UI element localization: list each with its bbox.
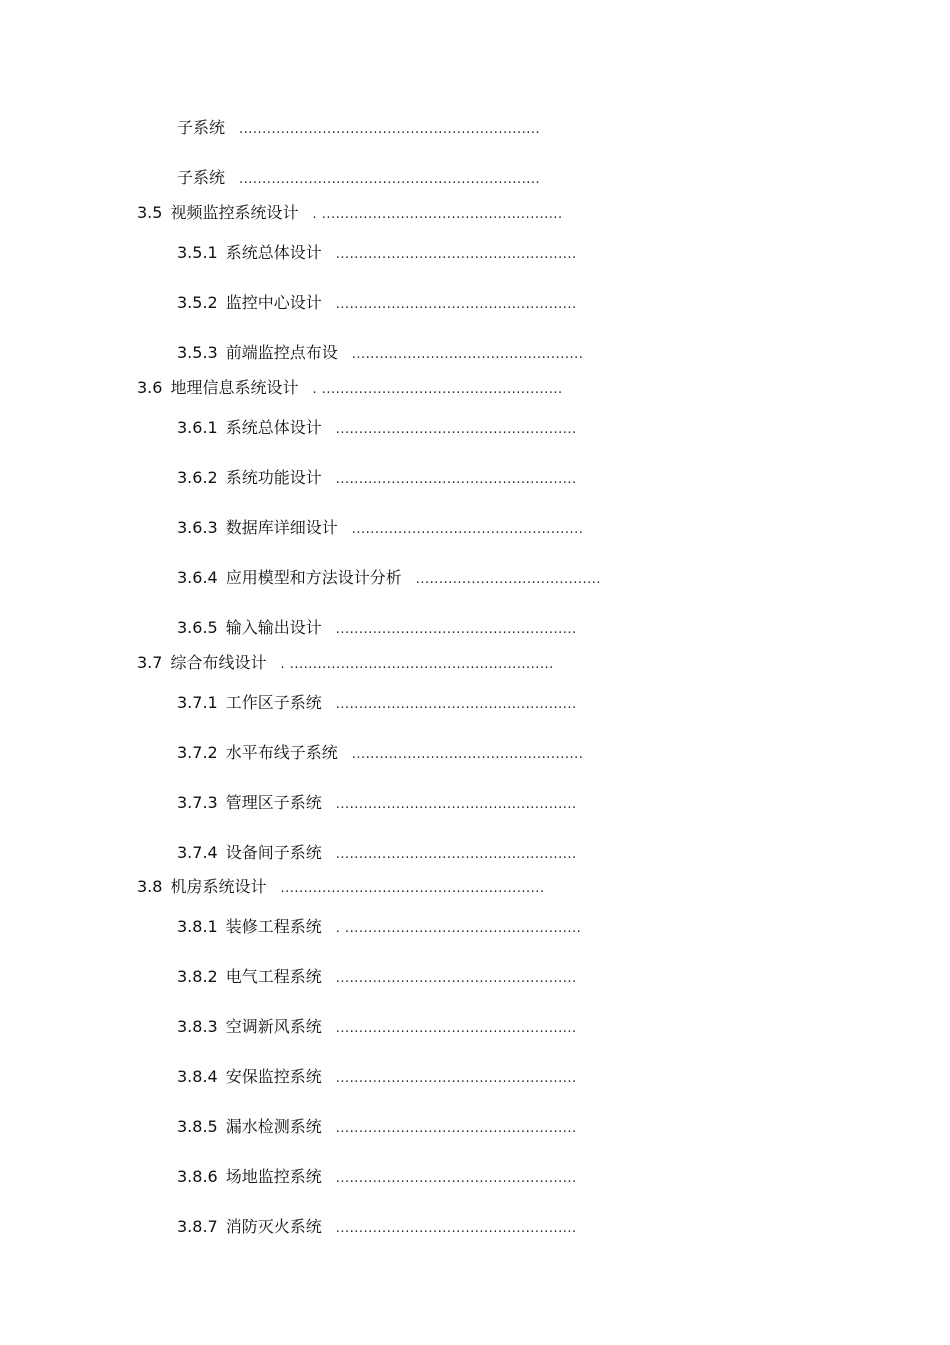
toc-dot-leader: .................................................. xyxy=(351,347,584,362)
toc-entry-number: 3.7.2 xyxy=(177,743,218,762)
toc-entry-number: 3.6.4 xyxy=(177,568,218,587)
toc-entry-number: 3.7.3 xyxy=(177,793,218,812)
toc-section-title: 机房系统设计 xyxy=(170,877,267,896)
toc-dot-leader: .................................................... xyxy=(335,422,577,437)
toc-dot-leader: . .................................................... xyxy=(312,382,563,397)
toc-entry-title: 消防灭火系统 xyxy=(225,1217,322,1236)
toc-entry-title: 管理区子系统 xyxy=(225,793,322,812)
toc-entry-number: 3.8.2 xyxy=(177,967,218,986)
toc-entry-title: 安保监控系统 xyxy=(225,1067,322,1086)
toc-dot-leader: .................................................... xyxy=(335,1221,577,1236)
toc-dot-leader: . ................................................... xyxy=(335,921,582,936)
toc-entry-number: 3.8.6 xyxy=(177,1167,218,1186)
toc-dot-leader: ................................................................. xyxy=(239,122,541,137)
toc-dot-leader: .................................................... xyxy=(335,1121,577,1136)
toc-entry-number: 3.5.3 xyxy=(177,343,218,362)
toc-section-3-6[interactable] xyxy=(137,378,563,398)
toc-dot-leader: ........................................ xyxy=(415,572,602,587)
toc-section-number: 3.7 xyxy=(137,653,163,672)
toc-entry-title: 前端监控点布设 xyxy=(225,343,338,362)
toc-entry-3-7-1[interactable] xyxy=(177,693,577,713)
toc-entry-3-6-1[interactable] xyxy=(177,418,577,438)
toc-entry-title: 系统功能设计 xyxy=(225,468,322,487)
toc-entry-title: 场地监控系统 xyxy=(225,1167,322,1186)
toc-entry-3-8-1[interactable] xyxy=(177,917,581,937)
toc-entry-number: 3.8.3 xyxy=(177,1017,218,1036)
toc-section-3-5[interactable] xyxy=(137,203,563,223)
toc-dot-leader: . ......................................................... xyxy=(280,657,554,672)
toc-dot-leader: .................................................. xyxy=(351,522,584,537)
toc-entry-3-7-3[interactable] xyxy=(177,793,577,813)
toc-entry-number: 3.7.1 xyxy=(177,693,218,712)
toc-section-3-7[interactable] xyxy=(137,653,554,673)
toc-entry-number: 3.6.2 xyxy=(177,468,218,487)
toc-entry-number: 3.5.1 xyxy=(177,243,218,262)
toc-section-number: 3.8 xyxy=(137,877,163,896)
toc-entry-title: 输入输出设计 xyxy=(225,618,322,637)
toc-entry-3-8-6[interactable] xyxy=(177,1167,577,1187)
toc-section-title: 地理信息系统设计 xyxy=(170,378,299,397)
toc-entry-3-6-2[interactable] xyxy=(177,468,577,488)
toc-entry-title: 子系统 xyxy=(177,118,226,137)
toc-entry-number: 3.5.2 xyxy=(177,293,218,312)
toc-entry-3-6-3[interactable] xyxy=(177,518,583,538)
toc-dot-leader: .................................................... xyxy=(335,297,577,312)
toc-dot-leader: .................................................... xyxy=(335,847,577,862)
toc-entry-3-7-2[interactable] xyxy=(177,743,583,763)
toc-entry-title: 水平布线子系统 xyxy=(225,743,338,762)
toc-section-number: 3.5 xyxy=(137,203,163,222)
toc-dot-leader: . .................................................... xyxy=(312,207,563,222)
toc-entry-number: 3.8.7 xyxy=(177,1217,218,1236)
toc-entry-3-5-1[interactable] xyxy=(177,243,577,263)
toc-entry-title: 工作区子系统 xyxy=(225,693,322,712)
toc-entry-title: 监控中心设计 xyxy=(225,293,322,312)
toc-section-title: 综合布线设计 xyxy=(170,653,267,672)
toc-entry-number: 3.8.4 xyxy=(177,1067,218,1086)
toc-entry-title: 应用模型和方法设计分析 xyxy=(225,568,402,587)
toc-entry-title: 装修工程系统 xyxy=(225,917,322,936)
toc-entry-title: 子系统 xyxy=(177,168,226,187)
toc-entry-3-6-4[interactable] xyxy=(177,568,601,588)
toc-dot-leader: .................................................... xyxy=(335,1071,577,1086)
toc-section-3-8[interactable] xyxy=(137,877,545,897)
toc-dot-leader: .................................................... xyxy=(335,1021,577,1036)
toc-dot-leader: ......................................................... xyxy=(280,881,545,896)
toc-entry[interactable] xyxy=(177,168,540,188)
toc-dot-leader: .................................................... xyxy=(335,797,577,812)
toc-entry-3-5-2[interactable] xyxy=(177,293,577,313)
toc-dot-leader: .................................................... xyxy=(335,622,577,637)
toc-entry-3-8-3[interactable] xyxy=(177,1017,577,1037)
toc-entry-number: 3.6.5 xyxy=(177,618,218,637)
toc-entry-number: 3.7.4 xyxy=(177,843,218,862)
toc-entry-title: 漏水检测系统 xyxy=(225,1117,322,1136)
toc-entry-title: 系统总体设计 xyxy=(225,418,322,437)
toc-entry-title: 电气工程系统 xyxy=(225,967,322,986)
toc-entry-title: 数据库详细设计 xyxy=(225,518,338,537)
toc-entry-3-8-4[interactable] xyxy=(177,1067,577,1087)
toc-entry-3-8-5[interactable] xyxy=(177,1117,577,1137)
toc-dot-leader: .................................................... xyxy=(335,971,577,986)
toc-dot-leader: .................................................. xyxy=(351,747,584,762)
toc-entry-3-5-3[interactable] xyxy=(177,343,583,363)
toc-entry-number: 3.8.5 xyxy=(177,1117,218,1136)
toc-entry[interactable] xyxy=(177,118,540,138)
toc-entry-number: 3.6.3 xyxy=(177,518,218,537)
toc-dot-leader: .................................................... xyxy=(335,1171,577,1186)
toc-section-title: 视频监控系统设计 xyxy=(170,203,299,222)
toc-dot-leader: .................................................... xyxy=(335,247,577,262)
toc-entry-3-7-4[interactable] xyxy=(177,843,577,863)
toc-dot-leader: ................................................................. xyxy=(239,172,541,187)
toc-dot-leader: .................................................... xyxy=(335,697,577,712)
toc-entry-3-8-2[interactable] xyxy=(177,967,577,987)
toc-entry-title: 空调新风系统 xyxy=(225,1017,322,1036)
toc-entry-3-6-5[interactable] xyxy=(177,618,577,638)
toc-entry-title: 系统总体设计 xyxy=(225,243,322,262)
toc-entry-title: 设备间子系统 xyxy=(225,843,322,862)
toc-entry-3-8-7[interactable] xyxy=(177,1217,577,1237)
toc-dot-leader: .................................................... xyxy=(335,472,577,487)
toc-section-number: 3.6 xyxy=(137,378,163,397)
toc-entry-number: 3.8.1 xyxy=(177,917,218,936)
toc-entry-number: 3.6.1 xyxy=(177,418,218,437)
